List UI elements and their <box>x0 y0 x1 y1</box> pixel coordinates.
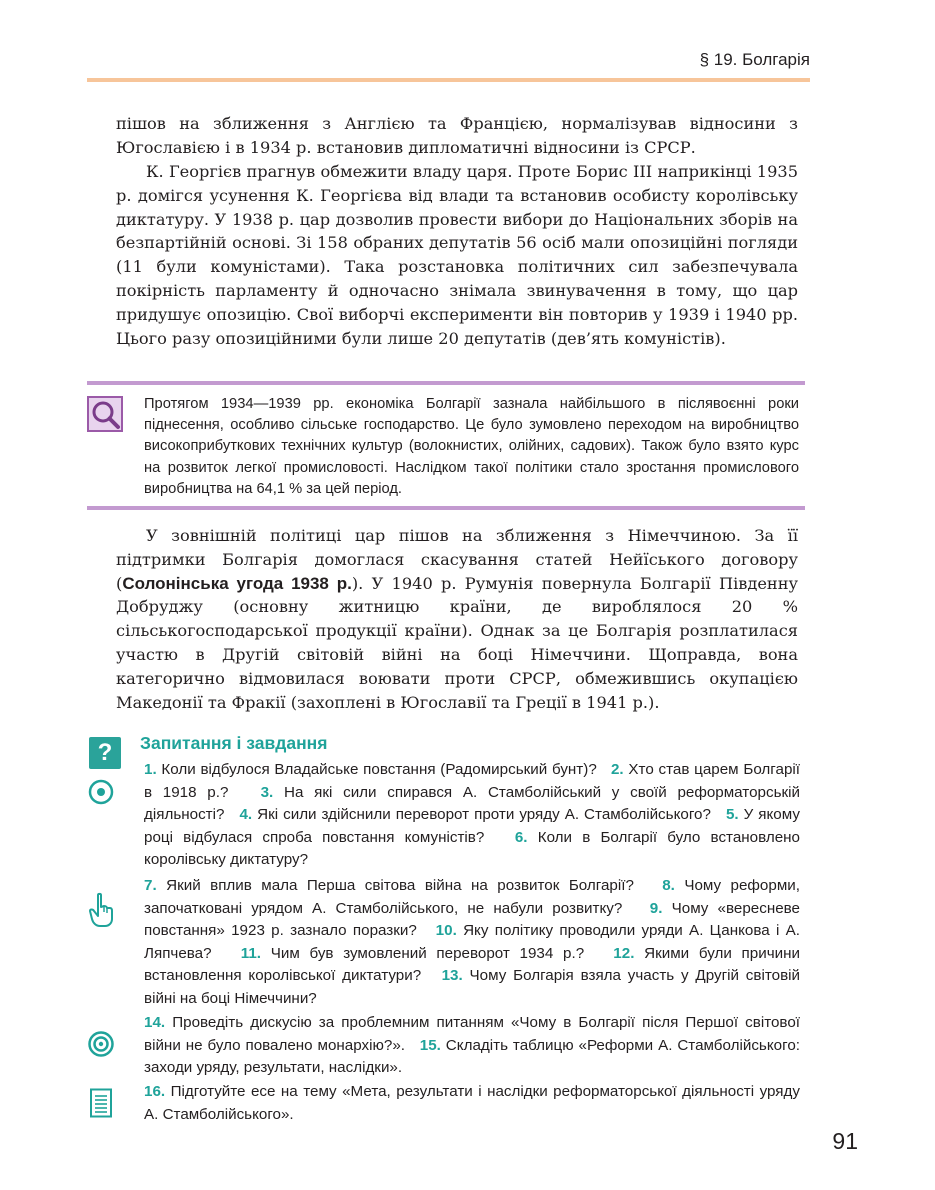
paragraph-2: К. Георгієв прагнув обмежити владу царя. Проте Борис ІІІ наприкінці 1935 р. домігся усунення К. Георгієва від влади та встановив особисту королівську диктатуру. У 1938 р. цар дозволив провести вибори до Національних зборів на безпартійній основі. Зі 158 обраних депутатів 56 осіб мали опозиційні погляди (11 були комуністами). Така розстановка політичних сил забезпечувала покірність парламенту й одночасно знімала звинувачення в тому, що цар придушує опозицію. Свої виборчі експерименти він повторив у 1939 і 1940 рр. Цього разу опозиційними були лише 20 депутатів (дев’ять комуністів). <box>116 162 798 348</box>
magnifier-icon <box>87 396 123 432</box>
paragraph-3-text-a: У зовнішній політиці цар пішов на зближення з Німеччиною. За її підтримки Болгарія домоглася скасування статей Нейїського договору ( <box>116 526 798 593</box>
question-group-1: 1. Коли відбулося Владайське повстання (Радомирський бунт)? 2. Хто став царем Болгарії в 1918 р.? 3. На які сили спирався А. Стамболійський у своїй реформаторській діяльності? 4. Які сили здійснили переворот проти уряду А. Стамболійського? 5. У якому році відбулася спроба повстання комуністів? 6. Коли в Болгарії було встановлено королівську диктатуру? <box>144 761 800 869</box>
section-title: § 19. Болгарія <box>699 50 810 69</box>
info-box-top-rule <box>87 381 805 385</box>
paragraph-1: пішов на зближення з Англією та Францією, нормалізував відносини з Югославією і в 1934 р. встановив дипломатичні відносини із СРСР. <box>116 114 798 157</box>
header-divider <box>87 78 810 82</box>
document-lines-icon <box>86 1088 116 1118</box>
info-box-text: Протягом 1934—1939 рр. економіка Болгарії зазнала найбільшого в післявоєнні роки піднесення, особливо сільське господарство. Це було зумовлено переходом на виробництво високоприбуткових технічних культур (волокнистих, олійних, садових). Також було взято курс на розвиток легкої промисловості. Наслідком такої політики стало зростання промислового виробництва на 64,1 % за цей період. <box>144 396 799 497</box>
paragraph-3-text-b: ). У 1940 р. Румунія повернула Болгарії Південну Добруджу (основну житницю країни, де вироблялося 20 % сільськогосподарської продукції країни). Однак за це Болгарія розплатилася участю в Другій світовій війні на боці Німеччини. Щоправда, вона категорично відмовилася воювати проти СРСР, обмежившись окупацією Македонії та Фракії (захоплені в Югославії та Греції в 1941 р.). <box>116 573 799 712</box>
question-group-3: 14. Проведіть дискусію за проблемним питанням «Чому в Болгарії після Першої світової війни не було повалено монархію?». 15. Складіть таблицю «Реформи А. Стамболійського: заходи уряду, результати, наслідки». <box>144 1014 800 1077</box>
pointing-hand-icon <box>86 892 116 928</box>
paragraph-3-bold-term: Солонінська угода 1938 р. <box>122 573 352 593</box>
question-badge-icon: ? <box>89 737 121 769</box>
question-group-2: 7. Який вплив мала Перша світова війна на розвиток Болгарії? 8. Чому реформи, започатковані урядом А. Стамболійського, не набули розвитку? 9. Чому «вересневе повстання» 1923 р. зазнало поразки? 10. Яку політику проводили уряди А. Цанкова і А. Ляпчева? 11. Чим був зумовлений переворот 1934 р.? 12. Якими були причини встановлення королівської диктатури? 13. Чому Болгарія взяла участь у Другій світовій війні на боці Німеччини? <box>144 877 801 1007</box>
page-number: 91 <box>832 1128 858 1154</box>
target-dot-icon <box>86 777 116 807</box>
info-box-bottom-rule <box>87 506 805 510</box>
paragraph-3 <box>116 524 798 714</box>
question-group-4: 16. Підготуйте есе на тему «Мета, результати і наслідки реформаторської діяльності уряду А. Стамболійського». <box>144 1083 800 1123</box>
target-rings-icon <box>86 1029 116 1059</box>
questions-heading: Запитання і завдання <box>140 733 328 753</box>
